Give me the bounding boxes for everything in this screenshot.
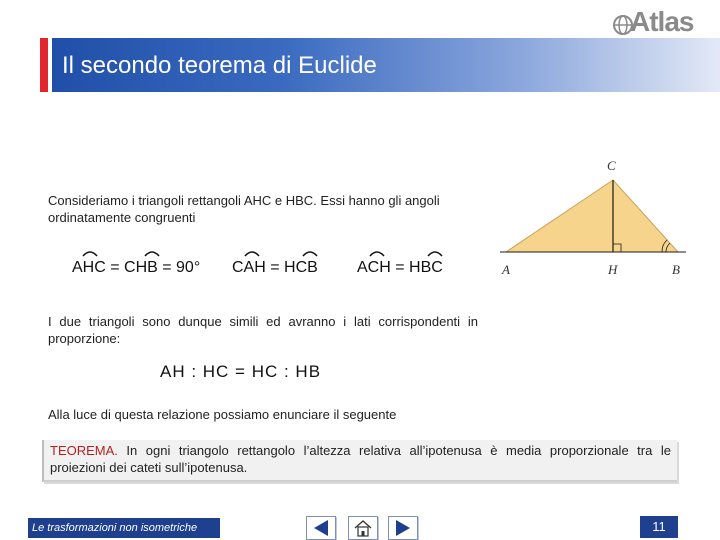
logo-text: Atlas xyxy=(630,6,694,37)
theorem-box xyxy=(42,440,677,482)
angle-arc-icon xyxy=(302,249,318,257)
equation-cah-hcb: CAH = HCB xyxy=(232,259,318,276)
triangle-fill xyxy=(506,180,678,252)
theorem-text: In ogni triangolo rettangolo l’altezza relativa all’ipotenusa è media proporzionale tra le proiezioni dei cateti sull’ipotenusa. xyxy=(50,443,671,475)
vertex-label-h: H xyxy=(608,262,618,277)
angle-arc-icon xyxy=(244,249,260,257)
angle-arc-icon xyxy=(369,249,385,257)
title-accent-bar xyxy=(40,38,48,92)
equation-ach-hbc: ACH = HBC xyxy=(357,259,443,276)
triangle-left-icon xyxy=(311,519,331,537)
page-number: 11 xyxy=(640,516,678,538)
chapter-label: Le trasformazioni non isometriche xyxy=(28,518,220,538)
vertex-label-b: B xyxy=(672,262,680,277)
equation-right-angles: AHC = CHB = 90° xyxy=(72,259,201,276)
atlas-logo xyxy=(612,6,702,38)
angle-arc-icon xyxy=(82,249,98,257)
similarity-paragraph: I due triangoli sono dunque simili ed avranno i lati corrispondenti in proporzione: xyxy=(48,314,478,346)
title-bar xyxy=(52,38,720,92)
theorem-label: TEOREMA. xyxy=(50,443,118,458)
page-title: Il secondo teorema di Euclide xyxy=(62,52,377,79)
intro-paragraph: Consideriamo i triangoli rettangoli AHC e HBC. Essi hanno gli angoli ordinatamente congruenti xyxy=(48,193,440,225)
home-icon xyxy=(353,519,373,537)
right-triangle-figure xyxy=(496,152,692,282)
lead-in-paragraph: Alla luce di questa relazione possiamo enunciare il seguente xyxy=(48,407,397,422)
next-slide-button[interactable] xyxy=(388,516,418,540)
triangle-right-icon xyxy=(393,519,413,537)
angle-arc-icon xyxy=(144,249,160,257)
home-button[interactable] xyxy=(348,516,378,540)
vertex-label-c: C xyxy=(607,158,616,173)
vertex-label-a: A xyxy=(502,262,510,277)
proportion-formula: AH : HC = HC : HB xyxy=(160,362,322,381)
previous-slide-button[interactable] xyxy=(306,516,336,540)
angle-equations xyxy=(72,249,492,289)
angle-arc-icon xyxy=(427,249,443,257)
